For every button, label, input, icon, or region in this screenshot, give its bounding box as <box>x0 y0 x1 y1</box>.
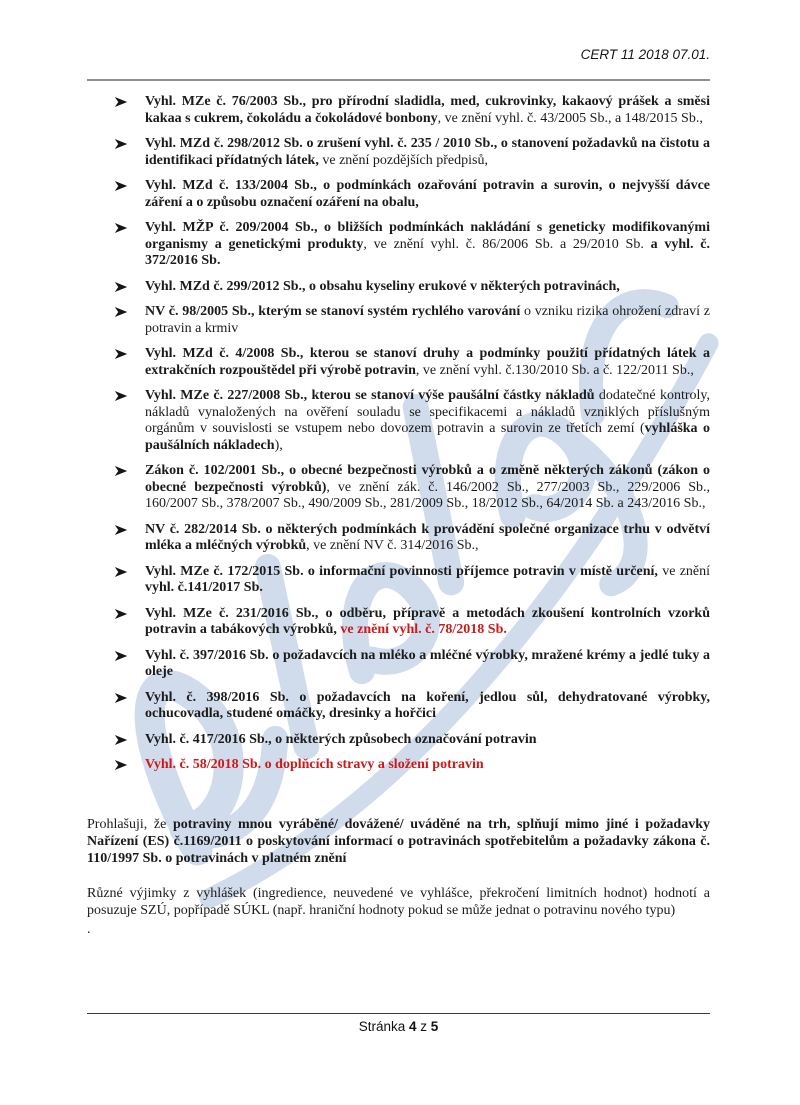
arrowhead-right-icon <box>114 96 128 108</box>
text-segment: Zákon č. 102/2001 Sb., o obecné bezpečnosti výrobků a o změně některých zákonů (zákon o obecné bezpečnosti výrobků) <box>145 463 710 495</box>
list-item-text <box>145 606 710 638</box>
text-segment: , ve znění vyhl. č.130/2010 Sb. a č. 122/2011 Sb., <box>415 362 694 378</box>
list-item <box>87 606 710 639</box>
text-segment: ), <box>274 437 283 453</box>
list-item <box>87 346 710 379</box>
text-segment: Prohlašuji, že <box>87 816 173 832</box>
text-segment: Vyhl. MŽP č. 209/2004 Sb., o bližších podmínkách nakládání s geneticky modifikovanými organismy a genetickými produkty <box>145 220 710 252</box>
arrowhead-right-icon <box>114 222 128 234</box>
trailing-dot <box>87 921 710 938</box>
list-item-text <box>145 279 620 294</box>
list-item <box>87 463 710 513</box>
text-segment: z <box>416 1019 431 1034</box>
list-item-text <box>145 136 710 168</box>
list-item <box>87 522 710 555</box>
arrowhead-right-icon <box>114 759 128 771</box>
list-item-text <box>145 346 710 378</box>
list-item <box>87 648 710 681</box>
text-segment: a vyhl. č. 372/2016 Sb. <box>145 236 711 268</box>
list-item-text <box>145 220 710 268</box>
regulation-list <box>87 94 710 774</box>
arrowhead-right-icon <box>114 348 128 360</box>
text-segment: . <box>87 921 91 937</box>
arrowhead-right-icon <box>114 138 128 150</box>
arrowhead-right-icon <box>114 281 128 293</box>
text-segment: , ve znění vyhl. č. 86/2006 Sb. a 29/2010 Sb. <box>363 236 651 252</box>
text-segment: ve znění <box>657 563 711 579</box>
exceptions-paragraph <box>87 885 710 919</box>
page-footer <box>87 1013 710 1034</box>
list-item-text <box>145 757 484 772</box>
list-item-text <box>145 732 537 747</box>
text-segment: Vyhl. MZd č. 299/2012 Sb., o obsahu kyseliny erukové v některých potravinách, <box>145 278 620 294</box>
text-segment: Vyhl. MZe č. 231/2016 Sb., o odběru, přípravě a metodách zkoušení kontrolních vzorků potravin a tabákových výrobků, <box>145 605 710 637</box>
arrowhead-right-icon <box>114 524 128 536</box>
list-item-text <box>145 388 710 453</box>
text-segment: ve znění vyhl. č. 78/2018 Sb. <box>340 622 507 637</box>
arrowhead-right-icon <box>114 306 128 318</box>
text-segment: , ve znění vyhl. č. 43/2005 Sb., a 148/2015 Sb., <box>437 110 703 126</box>
list-item <box>87 690 710 723</box>
list-item-text <box>145 304 710 336</box>
text-segment: ve znění pozdějších předpisů, <box>318 152 488 168</box>
arrowhead-right-icon <box>114 465 128 477</box>
text-segment: o vzniku rizika ohrožení zdraví z potravin a krmiv <box>145 304 710 336</box>
list-item <box>87 732 710 749</box>
text-segment: vyhl. č.141/2017 Sb. <box>145 580 263 595</box>
text-segment: Vyhl. MZe č. 172/2015 Sb. o informační povinnosti příjemce potravin v místě určení, <box>145 563 658 579</box>
text-segment: Vyhl. č. 417/2016 Sb., o některých způsobech označování potravin <box>145 731 537 747</box>
text-segment: Vyhl. č. 398/2016 Sb. o požadavcích na koření, jedlou sůl, dehydratované výrobky, ochucovadla, studené omáčky, dresinky a hořčici <box>145 689 710 721</box>
text-segment: NV č. 282/2014 Sb. o některých podmínkách k provádění společné organizace trhu v odvětví mléka a mléčných výrobků <box>145 521 710 553</box>
text-segment: Vyhl. č. 397/2016 Sb. o požadavcích na mléko a mléčné výrobky, mražené krémy a jedlé tuky a oleje <box>145 647 710 679</box>
list-item-text <box>145 522 710 554</box>
list-item <box>87 388 710 454</box>
text-segment: potraviny mnou vyráběné/ dovážené/ uváděné na trh, splňují mimo jiné i požadavky Nařízení (ES) č.1169/2011 o poskytování informací o potravinách spotřebitelům a požadavky zákona č. 110/1997 Sb. o potravinách v platném znění <box>87 816 710 866</box>
arrowhead-right-icon <box>114 390 128 402</box>
list-item-text <box>145 94 710 126</box>
list-item <box>87 304 710 337</box>
header-rule <box>87 79 710 81</box>
text-segment: Vyhl. MZd č. 133/2004 Sb., o podmínkách ozařování potravin a surovin, o nejvyšší dávce záření a o způsobu označení ozáření na obalu, <box>145 178 710 210</box>
declaration-paragraph <box>87 816 710 867</box>
page-number <box>359 1019 439 1034</box>
text-segment: , ve znění zák. č. 146/2002 Sb., 277/2003 Sb., 229/2006 Sb., 160/2007 Sb., 378/2007 Sb., 490/2009 Sb., 281/2009 Sb., 18/2012 Sb., 64/2014 Sb. a 243/2016 Sb., <box>145 479 710 511</box>
list-item-text <box>145 690 710 722</box>
arrowhead-right-icon <box>114 566 128 578</box>
text-segment: , ve znění NV č. 314/2016 Sb., <box>306 538 479 553</box>
text-segment: NV č. 98/2005 Sb., kterým se stanoví systém rychlého varování <box>145 304 521 319</box>
list-item <box>87 178 710 211</box>
arrowhead-right-icon <box>114 734 128 746</box>
list-item-text <box>145 178 710 210</box>
list-item-text <box>145 648 710 680</box>
list-item-text <box>145 463 710 511</box>
arrowhead-right-icon <box>114 650 128 662</box>
text-segment: 5 <box>430 1019 439 1034</box>
list-item <box>87 757 710 774</box>
list-item <box>87 564 710 597</box>
text-segment: Vyhl. MZd č. 4/2008 Sb., kterou se stanoví druhy a podmínky použití přídatných látek a extrakčních rozpouštědel při výrobě potravin <box>145 346 710 378</box>
text-segment: 4 <box>408 1019 417 1034</box>
text-segment: dodatečné kontroly, nákladů vynaložených na ověření souladu se specifikacemi a nákladů vzniklých příslušným orgánům v souvislosti se vstupem nebo dovozem potravin a surovin ze třetích zemí ( <box>145 388 710 436</box>
arrowhead-right-icon <box>114 692 128 704</box>
text-segment: Vyhl. MZd č. 298/2012 Sb. o zrušení vyhl. č. 235 / 2010 Sb., o stanovení požadavků na čistotu a identifikaci přídatných látek, <box>145 136 710 168</box>
text-segment: vyhláška o paušálních nákladech <box>145 421 710 453</box>
document-code: CERT 11 2018 07.01. <box>580 47 710 62</box>
text-segment: Vyhl. č. 58/2018 Sb. o doplňcích stravy a složení potravin <box>145 757 484 772</box>
arrowhead-right-icon <box>114 180 128 192</box>
list-item <box>87 220 710 270</box>
list-item <box>87 136 710 169</box>
text-segment: Stránka <box>358 1019 409 1034</box>
text-segment: Vyhl. MZe č. 76/2003 Sb., pro přírodní sladidla, med, cukrovinky, kakaový prášek a směsi kakaa s cukrem, čokoládu a čokoládové bonbony <box>145 94 710 126</box>
list-item-text <box>145 564 710 596</box>
text-segment: Vyhl. MZe č. 227/2008 Sb., kterou se stanoví výše paušální částky nákladů <box>145 388 595 403</box>
text-segment: Různé výjimky z vyhlášek (ingredience, neuvedené ve vyhlášce, překročení limitních hodnot) hodnotí a posuzuje SZÚ, popřípadě SÚKL (např. hraniční hodnoty pokud se může jednat o potravinu nového typu) <box>87 885 710 918</box>
list-item <box>87 94 710 127</box>
arrowhead-right-icon <box>114 608 128 620</box>
list-item <box>87 279 710 296</box>
